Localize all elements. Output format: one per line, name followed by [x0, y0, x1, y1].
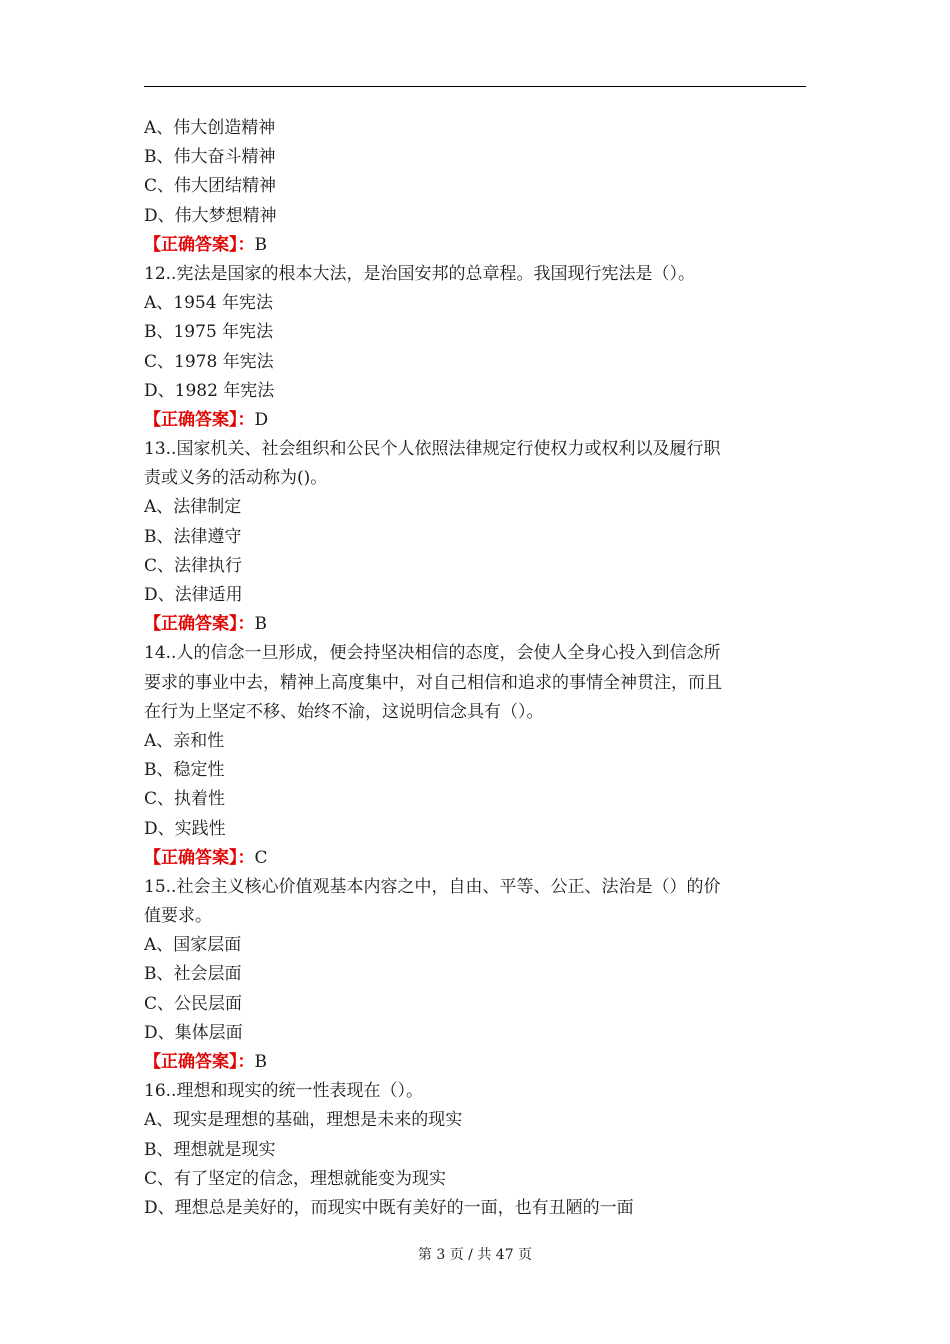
option-a: A、国家层面	[144, 935, 242, 956]
page-footer: 第 3 页 / 共 47 页	[417, 1247, 533, 1263]
option-c: C、执着性	[144, 789, 226, 810]
option-a: A、亲和性	[144, 730, 225, 751]
header-rule	[144, 86, 806, 87]
answer-label: 【正确答案】：	[144, 234, 255, 255]
option-b: B、法律遵守	[144, 526, 242, 547]
answer-value: C	[254, 847, 268, 868]
correct-answer	[144, 1048, 806, 1077]
option-a: A、现实是理想的基础，理想是未来的现实	[144, 1110, 463, 1131]
question-stem: 12..宪法是国家的根本大法，是治国安邦的总章程。我国现行宪法是（）。	[144, 263, 695, 284]
answer-value: B	[254, 614, 267, 635]
answer-label: 【正确答案】：	[144, 409, 255, 430]
option-a: A、1954 年宪法	[144, 293, 273, 314]
correct-answer	[144, 406, 806, 435]
option-b: B、社会层面	[144, 964, 242, 985]
option-c: C、公民层面	[144, 993, 243, 1014]
answer-value: B	[254, 234, 267, 255]
question-stem-line: 要求的事业中去，精神上高度集中，对自己相信和追求的事情全神贯注，而且	[144, 672, 722, 693]
question-15	[144, 873, 806, 1077]
option-b: B、理想就是现实	[144, 1139, 276, 1160]
option-c: C、伟大团结精神	[144, 176, 277, 197]
question-14	[144, 639, 806, 873]
option-c: C、法律执行	[144, 555, 243, 576]
question-16	[144, 1077, 806, 1223]
question-stem-line: 13..国家机关、社会组织和公民个人依照法律规定行使权力或权利以及履行职	[144, 439, 721, 460]
option-b: B、1975 年宪法	[144, 322, 274, 343]
question-stem-line: 15..社会主义核心价值观基本内容之中，自由、平等、公正、法治是（）的价	[144, 876, 721, 897]
option-d: D、集体层面	[144, 1022, 243, 1043]
question-stem: 16..理想和现实的统一性表现在（）。	[144, 1081, 423, 1102]
answer-value: B	[254, 1052, 267, 1072]
question-11	[144, 114, 806, 260]
correct-answer	[144, 844, 806, 873]
question-stem-line: 14..人的信念一旦形成，便会持坚决相信的态度，会使人全身心投入到信念所	[144, 643, 721, 664]
document-body	[144, 114, 806, 1223]
correct-answer	[144, 231, 806, 260]
option-a: A、伟大创造精神	[144, 118, 276, 138]
answer-label: 【正确答案】：	[144, 1052, 255, 1072]
option-b: B、稳定性	[144, 760, 225, 781]
option-d: D、理想总是美好的，而现实中既有美好的一面，也有丑陋的一面	[144, 1197, 634, 1218]
answer-value: D	[254, 409, 269, 430]
option-d: D、实践性	[144, 818, 226, 839]
option-d: D、伟大梦想精神	[144, 205, 277, 226]
question-stem-line: 责或义务的活动称为()。	[144, 468, 328, 489]
option-c: C、1978 年宪法	[144, 351, 274, 372]
option-b: B、伟大奋斗精神	[144, 147, 276, 168]
question-stem-line: 值要求。	[144, 906, 212, 927]
question-12	[144, 260, 806, 435]
answer-label: 【正确答案】：	[144, 847, 255, 868]
option-d: D、1982 年宪法	[144, 380, 275, 401]
option-a: A、法律制定	[144, 497, 242, 518]
question-13	[144, 435, 806, 639]
question-stem-line: 在行为上坚定不移、始终不渝，这说明信念具有（）。	[144, 701, 544, 722]
correct-answer	[144, 610, 806, 639]
answer-label: 【正确答案】：	[144, 614, 255, 635]
option-c: C、有了坚定的信念，理想就能变为现实	[144, 1168, 447, 1189]
option-d: D、法律适用	[144, 585, 243, 605]
